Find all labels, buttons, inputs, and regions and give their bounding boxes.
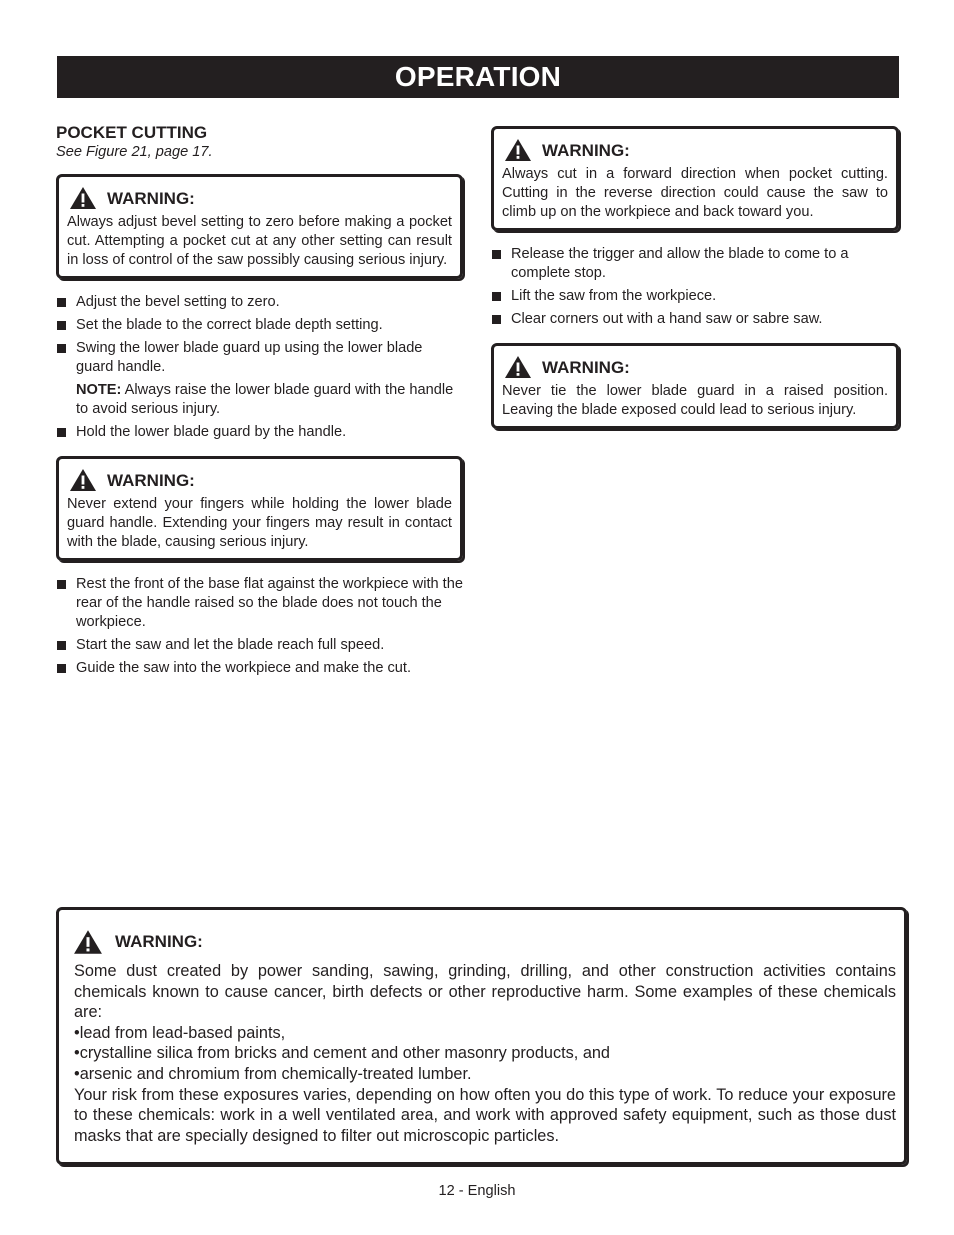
warning-title: WARNING: [542,357,630,377]
warning-header [67,185,452,211]
warning-triangle-icon [69,468,97,492]
warning-header [502,137,888,163]
warning-text: Never extend your fingers while holding the lower blade guard handle. Extending your fingers may result in contact with the blade, causing serious injury. [67,496,452,550]
note-label: NOTE: [76,382,122,398]
list-item: Adjust the bevel setting to zero. [56,293,463,312]
warning-triangle-icon [73,929,103,955]
left-column [56,123,463,692]
list-item: Guide the saw into the workpiece and make the cut. [56,659,463,678]
warning-box-direction [491,126,899,231]
warning-header [502,354,888,380]
dust-warning-outro: Your risk from these exposures varies, depending on how often you do this type of work. To reduce your exposure to these chemicals: work in a well ventilated area, and work with approved safety equipment, such as those dust masks that are specially designed to filter out microscopic particles. [74,1085,896,1145]
page-number: 12 - English [438,1183,516,1199]
warning-title: WARNING: [107,188,195,208]
dust-example-item: •lead from lead-based paints, [74,1023,286,1042]
dust-example-item: •crystalline silica from bricks and cement and other masonry products, and [74,1044,610,1063]
section-title: POCKET CUTTING [56,123,208,142]
warning-text: Always adjust bevel setting to zero before making a pocket cut. Attempting a pocket cut at any other setting can result in loss of control of the saw possibly causing serious injury. [67,214,452,268]
list-item: Swing the lower blade guard up using the lower blade guard handle. [56,339,463,377]
figure-reference: See Figure 21, page 17. [56,144,213,160]
note [56,381,463,419]
warning-triangle-icon [504,138,532,162]
list-item: Start the saw and let the blade reach full speed. [56,636,463,655]
warning-title: WARNING: [542,140,630,160]
warning-header [67,467,452,493]
steps-list-1 [56,293,463,377]
list-item: Release the trigger and allow the blade to come to a complete stop. [491,245,899,283]
warning-box-guard [491,343,899,429]
warning-box-fingers [56,456,463,561]
list-item: Hold the lower blade guard by the handle. [56,423,463,442]
warning-text: Always cut in a forward direction when pocket cutting. Cutting in the reverse direction could cause the saw to climb up on the workpiece and back toward you. [502,166,888,220]
list-item: Lift the saw from the workpiece. [491,287,899,306]
steps-list-right [491,245,899,329]
page-title: OPERATION [394,61,562,92]
list-item: Rest the front of the base flat against the workpiece with the rear of the handle raised so the blade does not touch the workpiece. [56,575,463,632]
warning-text: Never tie the lower blade guard in a raised position. Leaving the blade exposed could lead to serious injury. [502,383,888,418]
list-item: Clear corners out with a hand saw or sabre saw. [491,310,899,329]
warning-title: WARNING: [107,470,195,490]
warning-triangle-icon [69,186,97,210]
warning-header [69,926,896,958]
section-banner [57,56,899,98]
list-item: Set the blade to the correct blade depth setting. [56,316,463,335]
dust-warning-intro: Some dust created by power sanding, sawing, grinding, drilling, and other construction activities contains chemicals known to cause cancer, birth defects or other reproductive harm. Some examples of these chemicals are: [74,962,896,1022]
steps-list-2 [56,423,463,442]
steps-list-3 [56,575,463,678]
right-column [491,126,899,443]
note-text: Always raise the lower blade guard with the handle to avoid serious injury. [76,382,454,417]
dust-example-item: •arsenic and chromium from chemically-treated lumber. [74,1064,472,1083]
warning-box-bevel [56,174,463,279]
warning-title: WARNING: [115,931,203,951]
dust-warning-box [56,907,907,1165]
warning-triangle-icon [504,355,532,379]
